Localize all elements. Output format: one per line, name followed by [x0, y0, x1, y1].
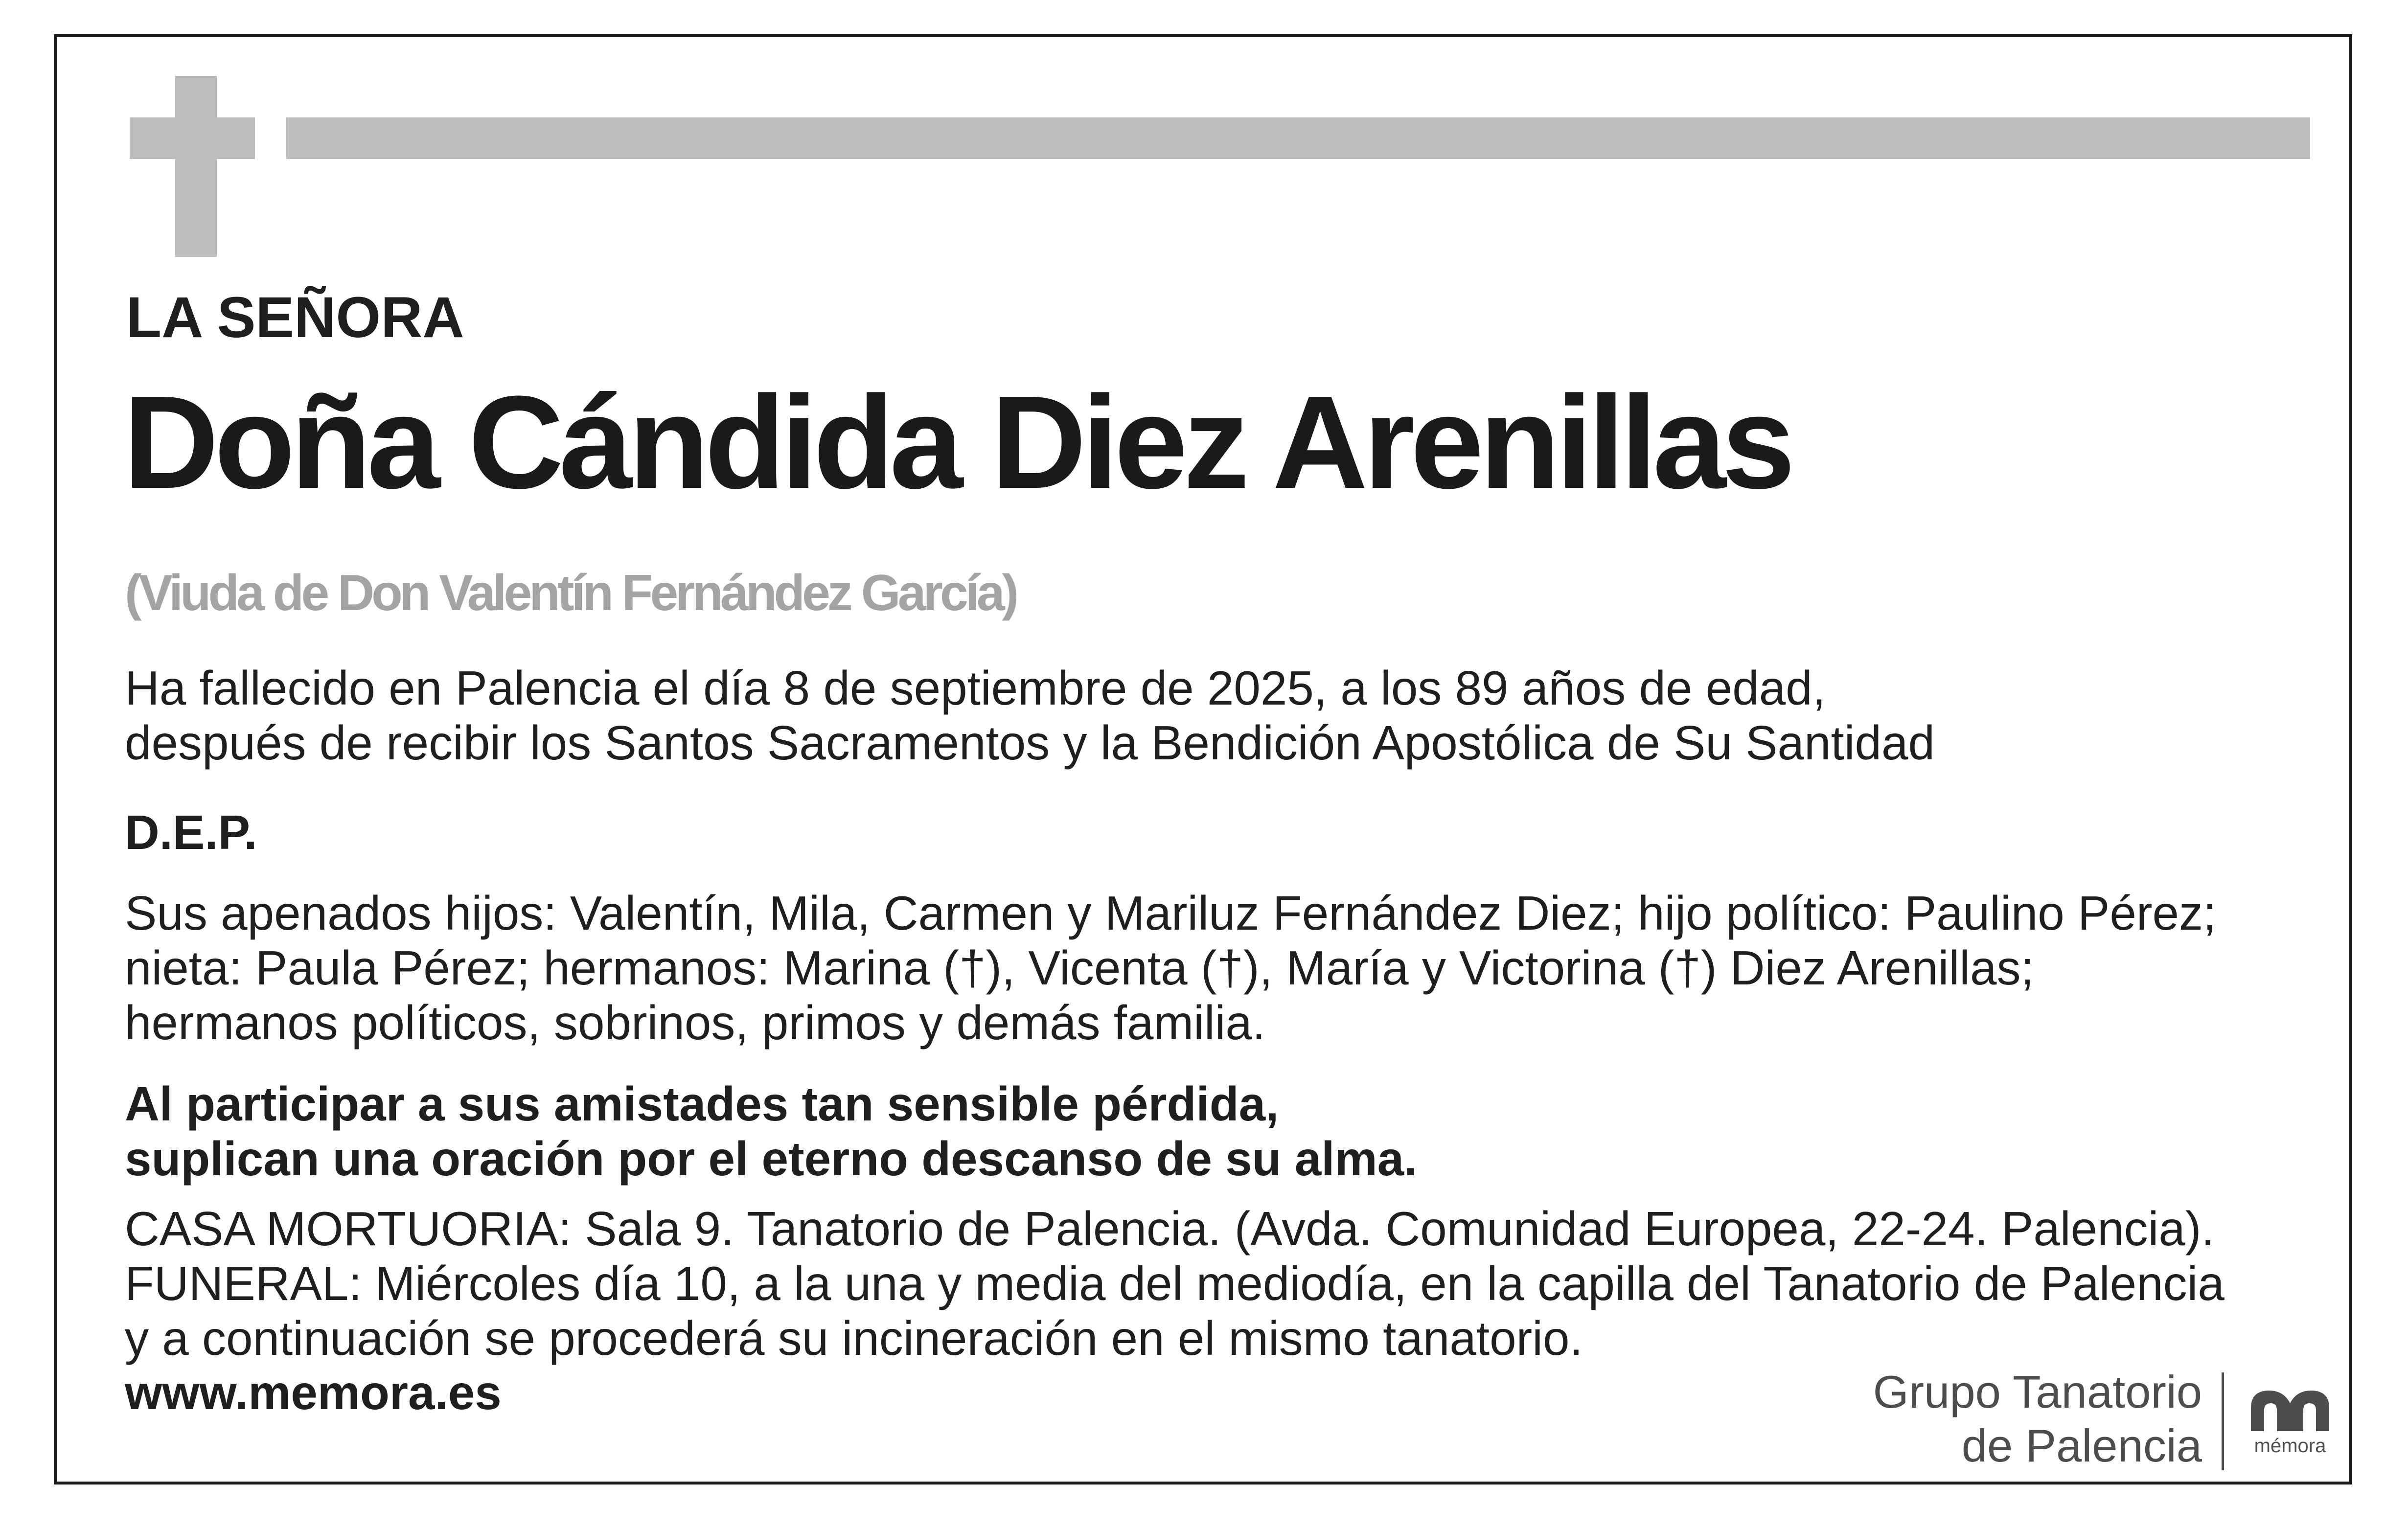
footer-divider	[2222, 1372, 2224, 1470]
service-line: FUNERAL: Miércoles día 10, a la una y media del mediodía, en la capilla del Tanatorio de Palencia	[125, 1256, 2225, 1310]
website-link[interactable]: www.memora.es	[125, 1366, 502, 1419]
cross-icon	[175, 76, 217, 257]
memora-logo-icon	[2244, 1385, 2337, 1475]
death-announcement	[125, 661, 1935, 770]
service-details	[125, 1201, 2225, 1366]
company-line: Grupo Tanatorio	[1873, 1366, 2202, 1417]
company-name	[1873, 1365, 2202, 1473]
service-line: y a continuación se procederá su incineración en el mismo tanatorio.	[125, 1311, 1583, 1365]
dep-text: D.E.P.	[125, 805, 257, 859]
family-line: nieta: Paula Pérez; hermanos: Marina (†), Vicenta (†), María y Victorina (†) Diez Arenillas;	[125, 941, 2034, 995]
plea-line: suplican una oración por el eterno descanso de su alma.	[125, 1132, 1418, 1186]
family-list	[125, 886, 2216, 1050]
death-line: después de recibir los Santos Sacramentos y la Bendición Apostólica de Su Santidad	[125, 716, 1935, 770]
service-line: CASA MORTUORIA: Sala 9. Tanatorio de Palencia. (Avda. Comunidad Europea, 22-24. Palencia).	[125, 1202, 2215, 1256]
logo-wordmark: mémora	[2254, 1435, 2326, 1457]
header-bar	[286, 117, 2310, 159]
family-line: hermanos políticos, sobrinos, primos y demás familia.	[125, 996, 1266, 1050]
widow-note: (Viuda de Don Valentín Fernández García)	[125, 565, 1016, 621]
death-line: Ha fallecido en Palencia el día 8 de septiembre de 2025, a los 89 años de edad,	[125, 661, 1826, 715]
salutation: LA SEÑORA	[126, 285, 464, 350]
cross-icon-arm	[130, 117, 255, 159]
prayer-request	[125, 1076, 1417, 1186]
plea-line: Al participar a sus amistades tan sensible pérdida,	[125, 1077, 1279, 1131]
deceased-name: Doña Cándida Diez Arenillas	[123, 369, 1791, 516]
company-line: de Palencia	[1961, 1420, 2202, 1471]
family-line: Sus apenados hijos: Valentín, Mila, Carmen y Mariluz Fernández Diez; hijo político: Paulino Pérez;	[125, 886, 2217, 940]
